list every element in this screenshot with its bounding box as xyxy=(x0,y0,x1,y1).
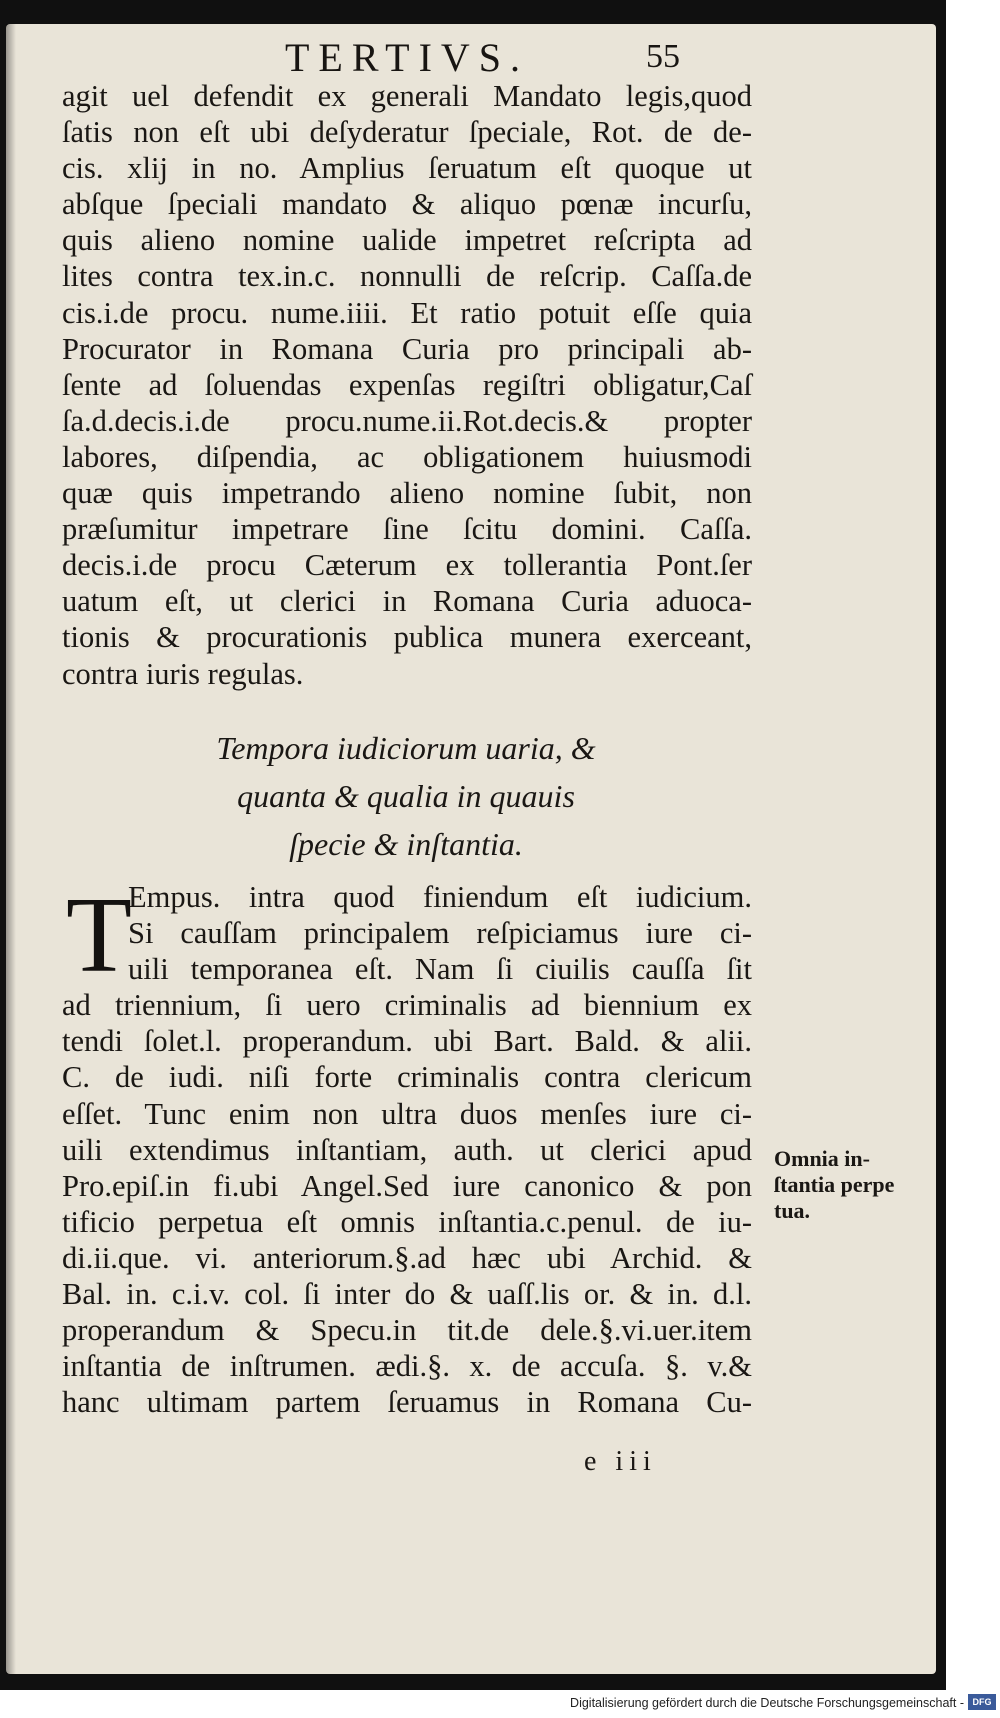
page-gutter-shadow xyxy=(6,24,16,1674)
heading-line: quanta & qualia in quauis xyxy=(237,778,575,814)
text-line: ſa.d.decis.i.de procu.nume.ii.Rot.decis.& propter xyxy=(62,403,752,438)
text-line: decis.i.de procu Cæterum ex tollerantia Pont.ſer xyxy=(62,548,752,583)
text-line: uili extendimus inſtantiam, auth. ut clerici apud xyxy=(62,1132,752,1167)
signature-mark: e iii xyxy=(584,1446,657,1477)
page-number: 55 xyxy=(646,38,680,75)
text-line: Pro.epiſ.in fi.ubi Angel.Sed iure canonico & pon xyxy=(62,1168,752,1203)
text-line: quis alieno nomine ualide impetret reſcripta ad xyxy=(62,223,752,258)
marginal-note xyxy=(774,1146,934,1224)
footer-bar xyxy=(0,1690,1000,1718)
paragraph-1 xyxy=(62,78,752,692)
text-line: agit uel defendit ex generali Mandato legis,quod xyxy=(62,79,752,113)
paragraph-2 xyxy=(62,876,752,1420)
text-line: Procurator in Romana Curia pro principali ab- xyxy=(62,331,752,366)
text-line: ad triennium, ſi uero criminalis ad biennium ex xyxy=(62,988,752,1023)
marginal-note-line: ſtantia perpe xyxy=(774,1172,895,1197)
heading-line: Tempora iudiciorum uaria, & xyxy=(216,730,596,766)
text-line: C. de iudi. niſi forte criminalis contra clericum xyxy=(62,1060,752,1095)
text-line: uatum eſt, ut clerici in Romana Curia aduoca- xyxy=(62,584,752,619)
text-line: inſtantia de inſtrumen. ædi.§. x. de accuſa. §. v.& xyxy=(62,1349,752,1384)
text-line: cis.i.de procu. nume.iiii. Et ratio potuit eſſe quia xyxy=(62,295,752,330)
text-line: præſumitur impetrare ſine ſcitu domini. Caſſa. xyxy=(62,512,752,547)
text-line: hanc ultimam partem ſeruamus in Romana Cu- xyxy=(62,1385,752,1420)
text-line: ſatis non eſt ubi deſyderatur ſpeciale, Rot. de de- xyxy=(62,115,752,150)
text-line: contra iuris regulas. xyxy=(62,656,304,691)
text-line: cis. xlij in no. Amplius ſeruatum eſt quoque ut xyxy=(62,151,752,186)
running-head-title: TERTIVS. xyxy=(285,35,530,80)
marginal-note-line: tua. xyxy=(774,1198,811,1223)
text-line: tendi ſolet.l. properandum. ubi Bart. Bald. & alii. xyxy=(62,1024,752,1059)
text-line: Si cauſſam principalem reſpiciamus iure ci- xyxy=(128,916,752,951)
text-line: di.ii.que. vi. anteriorum.§.ad hæc ubi Archid. & xyxy=(62,1240,752,1275)
footer-credit: Digitalisierung gefördert durch die Deutsche Forschungsgemeinschaft - xyxy=(570,1696,964,1710)
dfg-logo: DFG xyxy=(968,1694,996,1710)
text-line: lites contra tex.in.c. nonnulli de reſcrip. Caſſa.de xyxy=(62,259,752,294)
heading-line: ſpecie & inſtantia. xyxy=(289,826,523,862)
text-line: abſque ſpeciali mandato & aliquo pœnæ incurſu, xyxy=(62,187,752,222)
text-line: Bal. in. c.i.v. col. ſi inter do & uaſſ.lis or. & in. d.l. xyxy=(62,1277,752,1312)
section-heading xyxy=(126,724,686,868)
marginal-note-line: Omnia in- xyxy=(774,1146,870,1171)
text-line: Empus. intra quod finiendum eſt iudicium. xyxy=(128,880,752,914)
text-line: labores, diſpendia, ac obligationem huiusmodi xyxy=(62,439,752,474)
text-line: tificio perpetua eſt omnis inſtantia.c.penul. de iu- xyxy=(62,1204,752,1239)
text-line: tionis & procurationis publica munera exerceant, xyxy=(62,620,752,655)
text-line: ſente ad ſoluendas expenſas regiſtri obligatur,Caſ xyxy=(62,367,752,402)
text-line: properandum & Specu.in tit.de dele.§.vi.uer.item xyxy=(62,1313,752,1348)
drop-cap-initial: T xyxy=(66,876,132,995)
book-page xyxy=(6,24,936,1674)
text-line: quæ quis impetrando alieno nomine ſubit, non xyxy=(62,476,752,511)
text-line: eſſet. Tunc enim non ultra duos menſes iure ci- xyxy=(62,1096,752,1131)
text-line: uili temporanea eſt. Nam ſi ciuilis cauſſa ſit xyxy=(128,952,752,987)
